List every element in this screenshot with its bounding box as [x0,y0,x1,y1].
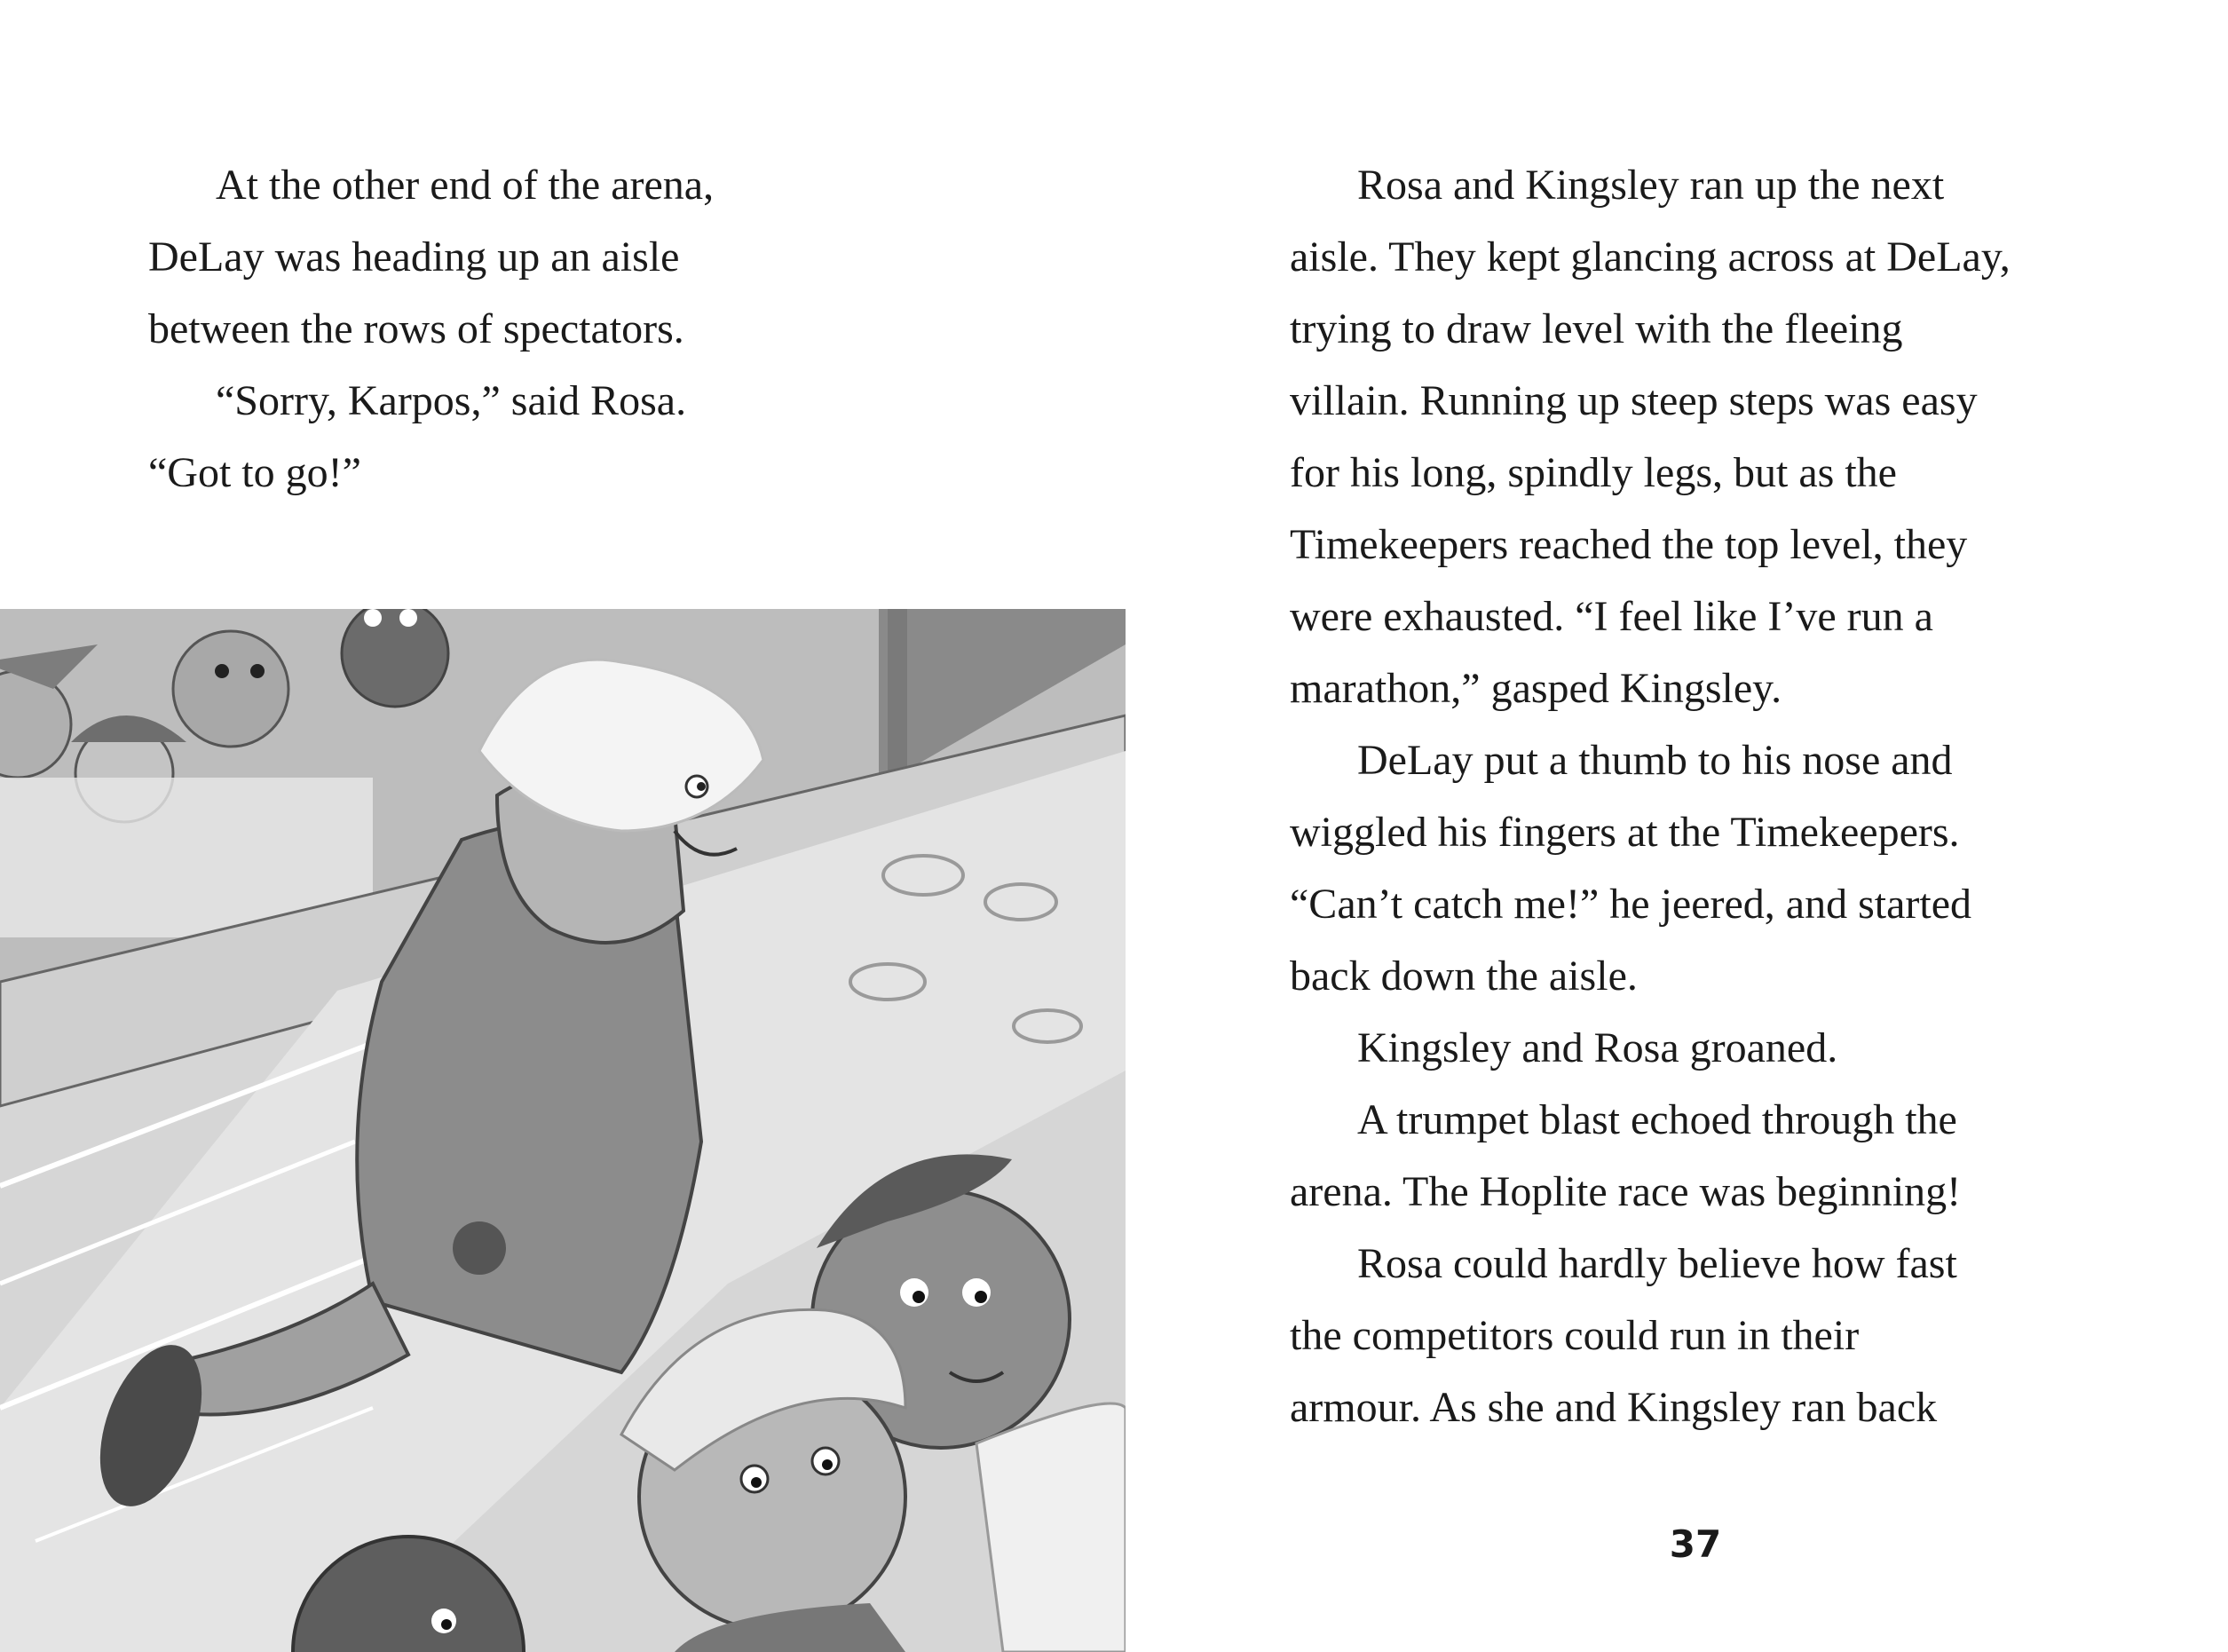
text-line: villain. Running up steep steps was easy [1290,377,1978,424]
text-line: aisle. They kept glancing across at DeLay, [1290,233,2011,281]
text-line: armour. As she and Kingsley ran back [1290,1384,1938,1431]
paragraph [1290,149,2011,724]
text-line: back down the aisle. [1290,952,1638,1000]
text-line: wiggled his fingers at the Timekeepers. [1290,809,1960,856]
text-line: trying to draw level with the fleeing [1290,305,1903,352]
text-line: between the rows of spectators. [148,305,684,352]
text-line: the competitors could run in their [1290,1312,1860,1359]
page-number: 37 [1669,1522,1722,1566]
text-line: Timekeepers reached the top level, they [1290,521,1968,568]
text-line: A trumpet blast echoed through the [1357,1096,1957,1143]
paragraph [1290,1228,2011,1443]
text-line: for his long, spindly legs, but as the [1290,449,1897,496]
text-line: DeLay put a thumb to his nose and [1357,737,1953,784]
story-illustration [0,609,1126,1652]
text-line: arena. The Hoplite race was beginning! [1290,1168,1962,1215]
paragraph [1290,1084,2011,1228]
paragraph [148,365,714,509]
paragraph [1290,1012,2011,1084]
text-line: Rosa could hardly believe how fast [1357,1240,1957,1287]
text-line: “Sorry, Karpos,” said Rosa. [216,377,687,424]
text-line: “Got to go!” [148,449,361,496]
text-line: “Can’t catch me!” he jeered, and started [1290,881,1972,928]
text-line: were exhausted. “I feel like I’ve run a [1290,593,1933,640]
left-page-text [148,149,714,509]
right-page [1114,0,2228,1652]
text-line: DeLay was heading up an aisle [148,233,680,281]
right-page-text [1290,149,2011,1443]
paragraph [1290,724,2011,1012]
text-line: Kingsley and Rosa groaned. [1357,1024,1838,1071]
text-line: Rosa and Kingsley ran up the next [1357,162,1945,209]
text-line: marathon,” gasped Kingsley. [1290,665,1782,712]
text-line: At the other end of the arena, [216,162,715,209]
paragraph [148,149,714,365]
